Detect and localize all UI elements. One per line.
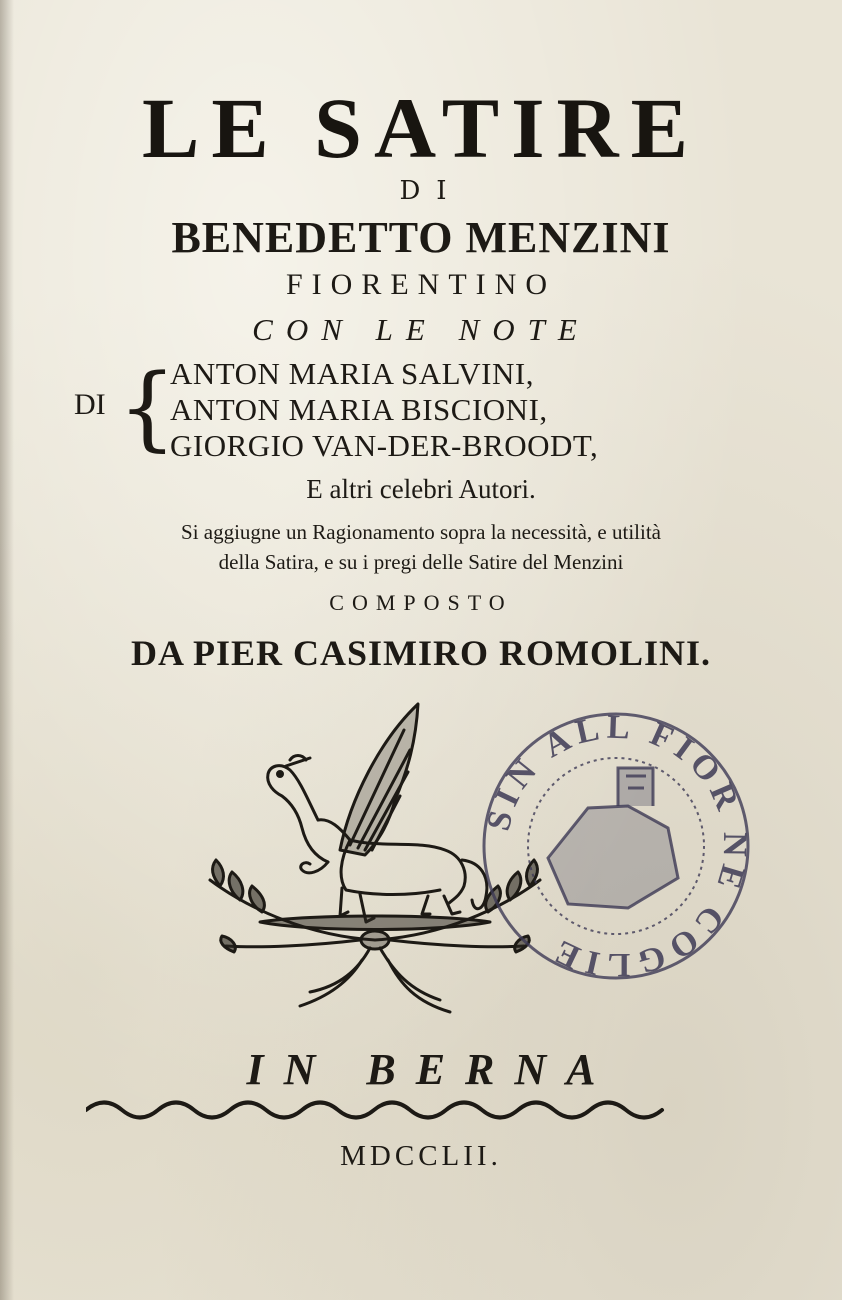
annotator: GIORGIO VAN-DER-BROODT, [170,428,599,463]
composto-label: COMPOSTO [329,590,513,615]
imprint-year: MDCCLII. [340,1140,502,1172]
addition-line-1: Si aggiugne un Ragionamento sopra la necessità, e utilità [181,520,661,544]
annotators-prefix: DI [74,388,106,421]
annotators-block [74,356,694,466]
composer-name: DA PIER CASIMIRO ROMOLINI. [130,633,712,673]
addition-line-2: della Satira, e su i pregi delle Satire del Menzini [218,550,624,574]
ownership-stamp-icon [478,708,754,984]
notes-heading: CON LE NOTE [252,312,590,347]
author-name: BENEDETTO MENZINI [171,213,671,262]
stamp-motto: SIN ALL FIOR NE COGLIE [479,708,754,984]
annotator: ANTON MARIA SALVINI, [170,356,534,391]
annotator: ANTON MARIA BISCIONI, [170,392,548,427]
book-title: LE SATIRE [141,80,701,176]
annotators-list [170,356,598,464]
title-connector: DI [399,176,463,206]
imprint-place: IN BERNA [246,1045,616,1094]
curly-brace-icon: { [118,354,177,461]
author-origin: FIORENTINO [286,268,556,301]
wavy-rule-icon [86,1098,666,1128]
other-authors: E altri celebri Autori. [306,474,536,504]
